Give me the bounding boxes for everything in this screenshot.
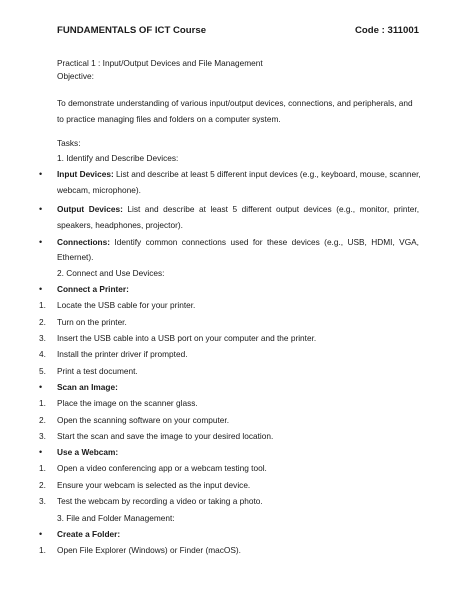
- scan-image-title: Scan an Image:: [57, 382, 118, 392]
- bullet-marker: •: [39, 284, 43, 294]
- section-3-title: 3. File and Folder Management:: [57, 513, 175, 523]
- step-number: 1.: [39, 398, 46, 408]
- printer-step-2: Turn on the printer.: [57, 317, 127, 327]
- output-devices-desc: List and describe at least 5 different output devices (e.g., monitor, printer,: [127, 204, 420, 214]
- step-number: 2.: [39, 480, 46, 490]
- section-2-title: 2. Connect and Use Devices:: [57, 268, 165, 278]
- scan-step-3: Start the scan and save the image to your desired location.: [57, 431, 274, 441]
- step-number: 3.: [39, 333, 46, 343]
- input-devices-line-1: [57, 169, 419, 180]
- course-title: FUNDAMENTALS OF ICT Course: [57, 25, 207, 36]
- output-devices-term: Output Devices:: [57, 204, 123, 214]
- bullet-marker: •: [39, 382, 43, 392]
- objective-label: Objective:: [57, 71, 94, 81]
- bullet-marker: •: [39, 529, 43, 539]
- step-number: 4.: [39, 349, 46, 359]
- output-devices-line-1: [57, 204, 419, 215]
- bullet-marker: •: [39, 447, 43, 457]
- connect-printer-title: Connect a Printer:: [57, 284, 129, 294]
- input-devices-line-2: webcam, microphone).: [57, 185, 141, 195]
- printer-step-4: Install the printer driver if prompted.: [57, 349, 188, 359]
- printer-step-3: Insert the USB cable into a USB port on your computer and the printer.: [57, 333, 317, 343]
- output-devices-line-2: speakers, headphones, projector).: [57, 220, 183, 230]
- connections-line-2: Ethernet).: [57, 252, 94, 262]
- objective-line-2: to practice managing files and folders on a computer system.: [57, 114, 281, 124]
- step-number: 5.: [39, 366, 46, 376]
- webcam-step-1: Open a video conferencing app or a webcam testing tool.: [57, 463, 267, 473]
- input-devices-desc: List and describe at least 5 different input devices (e.g., keyboard, mouse, scanner,: [116, 169, 421, 179]
- create-folder-title: Create a Folder:: [57, 529, 121, 539]
- objective-line-1: To demonstrate understanding of various input/output devices, connections, and peripherals, and: [57, 98, 413, 108]
- scan-step-1: Place the image on the scanner glass.: [57, 398, 198, 408]
- step-number: 3.: [39, 431, 46, 441]
- bullet-marker: •: [39, 237, 43, 247]
- step-number: 1.: [39, 463, 46, 473]
- folder-step-1: Open File Explorer (Windows) or Finder (macOS).: [57, 545, 241, 555]
- connections-desc: Identify common connections used for these devices (e.g., USB, HDMI, VGA,: [114, 237, 419, 247]
- connections-line-1: [57, 237, 419, 248]
- step-number: 2.: [39, 415, 46, 425]
- use-webcam-title: Use a Webcam:: [57, 447, 119, 457]
- course-code: Code : 311001: [355, 25, 419, 36]
- step-number: 1.: [39, 545, 46, 555]
- bullet-marker: •: [39, 169, 43, 179]
- printer-step-5: Print a test document.: [57, 366, 138, 376]
- printer-step-1: Locate the USB cable for your printer.: [57, 300, 196, 310]
- webcam-step-3: Test the webcam by recording a video or taking a photo.: [57, 496, 263, 506]
- practical-title: Practical 1 : Input/Output Devices and File Management: [57, 58, 263, 68]
- scan-step-2: Open the scanning software on your computer.: [57, 415, 230, 425]
- connections-term: Connections:: [57, 237, 111, 247]
- step-number: 1.: [39, 300, 46, 310]
- step-number: 2.: [39, 317, 46, 327]
- step-number: 3.: [39, 496, 46, 506]
- tasks-label: Tasks:: [57, 138, 81, 148]
- webcam-step-2: Ensure your webcam is selected as the input device.: [57, 480, 251, 490]
- bullet-marker: •: [39, 204, 43, 214]
- input-devices-term: Input Devices:: [57, 169, 114, 179]
- section-1-title: 1. Identify and Describe Devices:: [57, 153, 179, 163]
